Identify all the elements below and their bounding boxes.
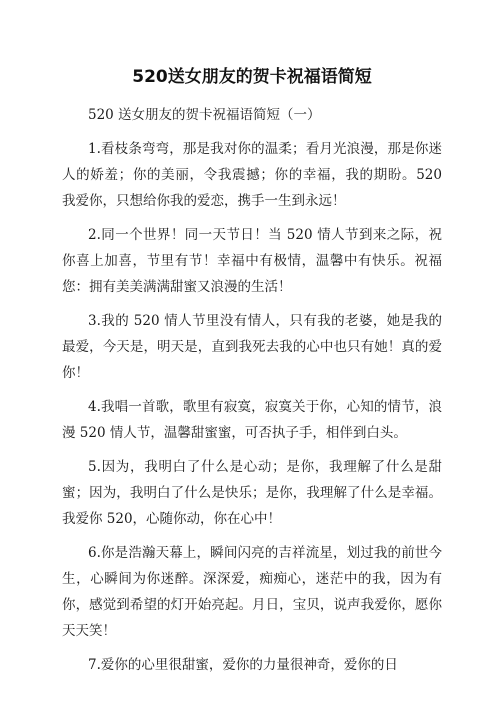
paragraph-7: 7.爱你的心里很甜蜜，爱你的力量很神奇，爱你的日 [88, 657, 398, 673]
paragraph-2: 2.同一个世界！同一天节日！当 520 情人节到来之际，祝你喜上加喜，节里有节！幸福中有极情，温馨中有快乐。祝福您：拥有美美满满甜蜜又浪漫的生活！ [62, 227, 442, 295]
paragraph-4: 4.我唱一首歌，歌里有寂寞，寂寞关于你，心知的情节，浪漫 520 情人节，温馨甜蜜蜜，可否执子手，相伴到白头。 [62, 399, 442, 441]
document-title: 520送女朋友的贺卡祝福语简短 [132, 67, 372, 87]
paragraph-1: 1.看枝条弯弯，那是我对你的温柔；看月光浪漫，那是你迷人的娇羞；你的美丽，令我震撼；你的幸福，我的期盼。520 我爱你，只想给你我的爱恋，携手一生到永远！ [62, 141, 442, 209]
paragraph-6: 6.你是浩瀚天幕上，瞬间闪亮的吉祥流星，划过我的前世今生，心瞬间为你迷醉。深深爱，痴痴心，迷茫中的我，因为有你，感觉到希望的灯开始亮起。月日，宝贝，说声我爱你，愿你天天笑！ [62, 545, 442, 639]
paragraph-3: 3.我的 520 情人节里没有情人，只有我的老婆，她是我的最爱，今天是，明天是，直到我死去我的心中也只有她！真的爱你！ [62, 313, 442, 381]
document-subtitle: 520 送女朋友的贺卡祝福语简短（一） [88, 107, 321, 123]
paragraph-5: 5.因为，我明白了什么是心动；是你，我理解了什么是甜蜜；因为，我明白了什么是快乐；是你，我理解了什么是幸福。我爱你 520，心随你动，你在心中！ [62, 459, 442, 527]
